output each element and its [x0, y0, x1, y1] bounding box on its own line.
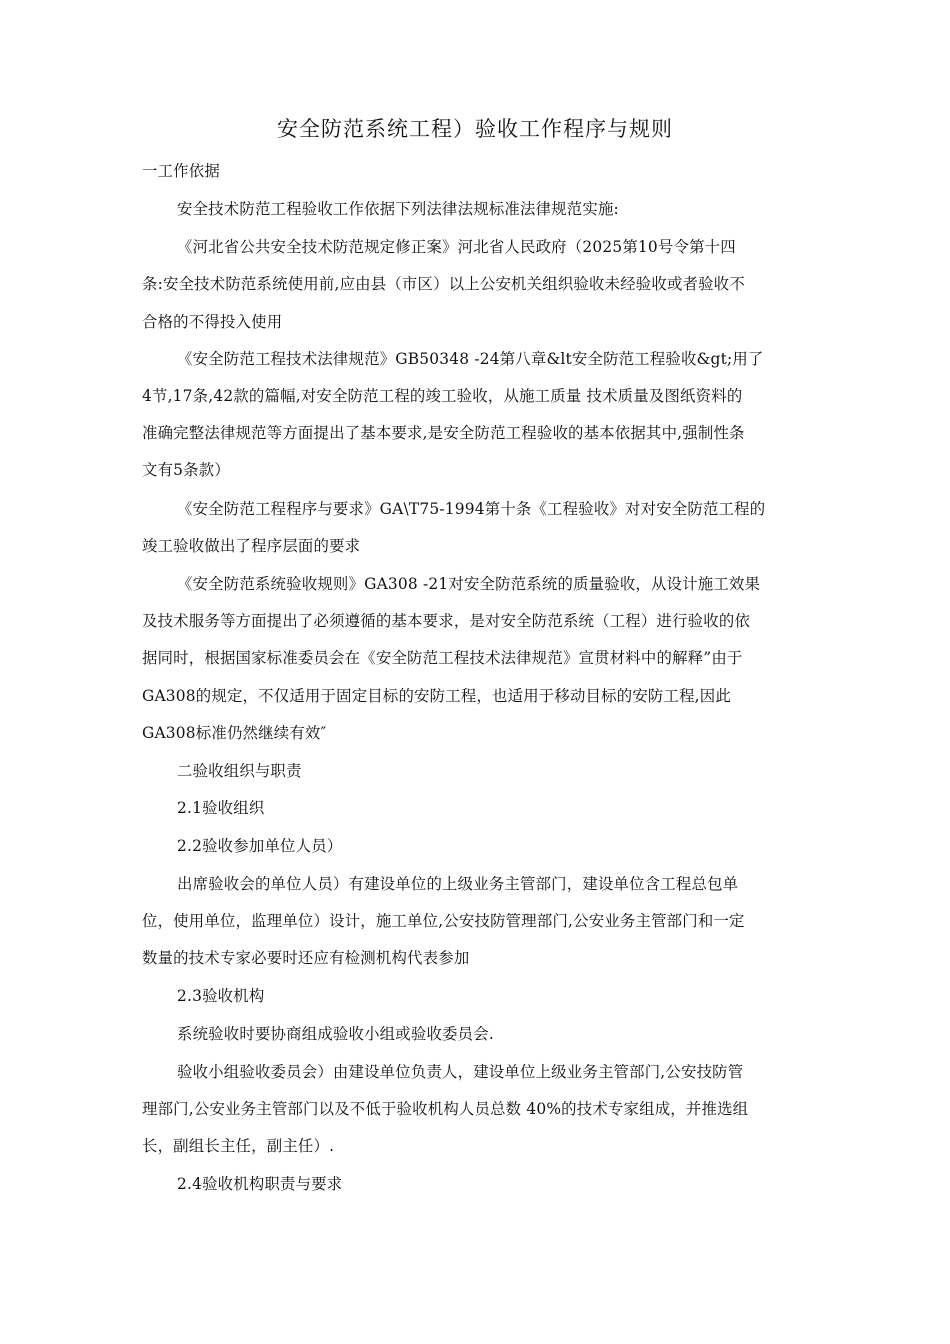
paragraph-line: 据同时，根据国家标准委员会在《安全防范工程技术法律规范》宣贯材料中的解释”由于 [142, 649, 743, 667]
paragraph-line: 出席验收会的单位人员）有建设单位的上级业务主管部门，建设单位含工程总包单 [177, 875, 739, 893]
paragraph-line: 理部门,公安业务主管部门以及不低于验收机构人员总数 40%的技术专家组成，并推选组 [142, 1100, 749, 1118]
subsection-heading: 2.1验收组织 [177, 799, 265, 817]
section-heading: 一工作依据 [142, 162, 220, 180]
paragraph-line: 竣工验收做出了程序层面的要求 [142, 537, 361, 555]
subsection-heading: 2.4验收机构职责与要求 [177, 1175, 343, 1193]
paragraph-line: 文有5条款） [142, 461, 230, 479]
subsection-heading: 2.3验收机构 [177, 987, 265, 1005]
subsection-heading: 2.2验收参加单位人员） [177, 837, 343, 855]
paragraph-line: 位，使用单位，监理单位）设计，施工单位,公安技防管理部门,公安业务主管部门和一定 [142, 912, 745, 930]
paragraph-line: 验收小组验收委员会）由建设单位负责人，建设单位上级业务主管部门,公安技防管 [177, 1063, 744, 1081]
document-title: 安全防范系统工程）验收工作程序与规则 [277, 117, 673, 141]
paragraph-line: 合格的不得投入使用 [142, 313, 283, 331]
paragraph-line: 4节,17条,42款的篇幅,对安全防范工程的竣工验收，从施工质量 技术质量及图纸资料的 [142, 387, 743, 405]
paragraph-line: 《安全防范工程程序与要求》GA\T75-1994第十条《工程验收》对对安全防范工程的 [177, 500, 766, 518]
paragraph-line: 准确完整法律规范等方面提出了基本要求,是安全防范工程验收的基本依据其中,强制性条 [142, 424, 745, 442]
paragraph-line: 《河北省公共安全技术防范规定修正案》河北省人民政府（2025第10号令第十四 [177, 238, 736, 256]
paragraph-line: 《安全防范工程技术法律规范》GB50348 -24第八章&lt安全防范工程验收&gt;用了 [177, 350, 764, 368]
paragraph-line: GA308标准仍然继续有效″ [142, 724, 327, 742]
paragraph-line: 系统验收时要协商组成验收小组或验收委员会. [177, 1025, 494, 1043]
paragraph-line: 《安全防范系统验收规则》GA308 -21对安全防范系统的质量验收，从设计施工效果 [177, 575, 761, 593]
paragraph-line: 安全技术防范工程验收工作依据下列法律法规标准法律规范实施: [177, 200, 619, 218]
paragraph-line: GA308的规定，不仅适用于固定目标的安防工程，也适用于移动目标的安防工程,因此 [142, 687, 731, 705]
section-heading: 二验收组织与职责 [177, 762, 302, 780]
paragraph-line: 及技术服务等方面提出了必须遵循的基本要求，是对安全防范系统（工程）进行验收的依 [142, 612, 751, 630]
paragraph-line: 长，副组长主任，副主任）. [142, 1137, 335, 1155]
paragraph-line: 条:安全技术防范系统使用前,应由县（市区）以上公安机关组织验收未经验收或者验收不 [142, 275, 745, 293]
paragraph-line: 数量的技术专家必要时还应有检测机构代表参加 [142, 949, 470, 967]
